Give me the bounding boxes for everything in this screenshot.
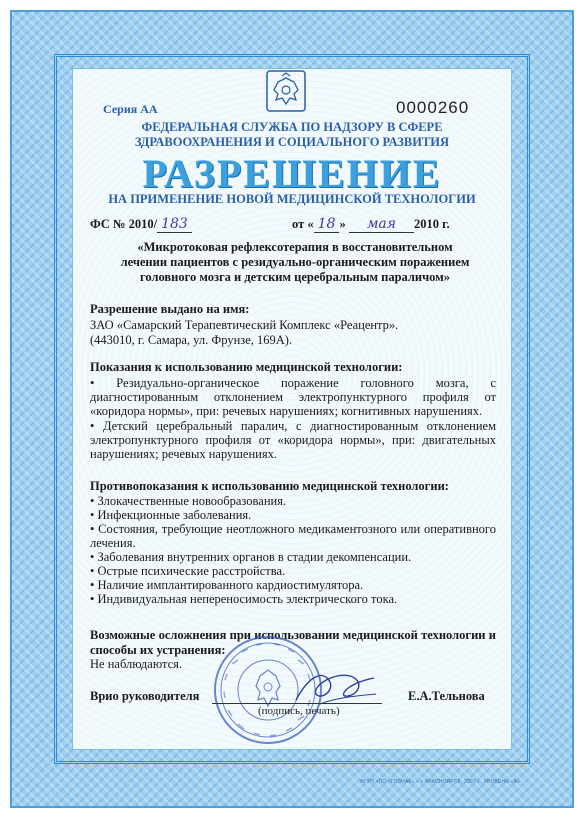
agency-name	[72, 120, 512, 150]
fs-prefix: ФС № 2010/	[90, 217, 158, 231]
signature-line	[212, 703, 382, 704]
list-item: • Состояния, требующие неотложного медикаментозного или оперативного лечения.	[90, 522, 496, 550]
list-item: • Заболевания внутренних органов в стадии декомпенсации.	[90, 550, 412, 564]
holder-name: ЗАО «Самарский Терапевтический Комплекс «Реацентр».	[90, 318, 399, 332]
list-item: • Детский церебральный паралич, с диагностированным отклонением электропунктурного профиля от «коридора нормы», при: двигательных нарушениях; речевых нарушениях.	[90, 419, 496, 461]
list-item: • Индивидуальная непереносимость электрического тока.	[90, 592, 398, 606]
fs-number: 183	[157, 216, 192, 233]
blank-number: 0000260	[396, 98, 470, 117]
contraindications-heading: Противопоказания к использованию медицинской технологии:	[90, 479, 449, 493]
date-mid: »	[339, 217, 346, 231]
indications-list	[90, 376, 496, 462]
contraindications-list	[90, 494, 496, 606]
holder-address: (443010, г. Самара, ул. Фрунзе, 169А).	[90, 333, 293, 347]
technology-line-2: лечении пациентов с резидуально-органическим поражением	[120, 255, 470, 269]
series-label: Серия АА	[103, 102, 158, 116]
technology-line-3: головного мозга и детским церебральным параличом»	[140, 270, 450, 284]
list-item: • Резидуально-органическое поражение головного мозга, с диагностированным отклонением электропунктурного профиля от «коридора нормы», при: речевых нарушениях; когнитивных нарушениях.	[90, 376, 496, 418]
date-month: мая	[349, 216, 414, 233]
list-item: • Злокачественные новообразования.	[90, 494, 287, 508]
complications-value: Не наблюдаются.	[90, 657, 183, 671]
agency-line-1: ФЕДЕРАЛЬНАЯ СЛУЖБА ПО НАДЗОРУ В СФЕРЕ	[141, 120, 443, 134]
printer-imprint: ФГУП «ПО «ГОЗНАК» – г. КРАСНОЯРСК, 2007 г., УРОВЕНЬ «В»	[360, 779, 520, 785]
signature-icon	[290, 664, 380, 708]
technology-name	[90, 240, 500, 285]
agency-line-2: ЗДРАВООХРАНЕНИЯ И СОЦИАЛЬНОГО РАЗВИТИЯ	[134, 135, 450, 149]
complications-heading: Возможные осложнения при использовании медицинской технологии и способы их устранения:	[90, 628, 496, 657]
list-item: • Острые психические расстройства.	[90, 564, 286, 578]
document-title: РАЗРЕШЕНИЕ	[142, 151, 442, 196]
date-prefix: от «	[292, 217, 314, 231]
signature-caption: (подпись, печать)	[258, 705, 340, 717]
holder-heading: Разрешение выдано на имя:	[90, 302, 250, 316]
coat-of-arms-icon	[266, 70, 306, 112]
list-item: • Инфекционные заболевания.	[90, 508, 252, 522]
indications-heading: Показания к использованию медицинской технологии:	[90, 360, 403, 374]
document-subtitle: НА ПРИМЕНЕНИЕ НОВОЙ МЕДИЦИНСКОЙ ТЕХНОЛОГИИ	[108, 192, 476, 206]
technology-line-1: «Микротоковая рефлексотерапия в восстановительном	[137, 240, 453, 254]
date-day: 18	[314, 216, 340, 233]
registration-date	[292, 216, 450, 232]
registration-number	[90, 216, 192, 232]
signatory-position: Врио руководителя	[90, 689, 200, 703]
date-suffix: 2010 г.	[414, 217, 450, 231]
signatory-name: Е.А.Тельнова	[408, 689, 485, 703]
list-item: • Наличие имплантированного кардиостимулятора.	[90, 578, 364, 592]
